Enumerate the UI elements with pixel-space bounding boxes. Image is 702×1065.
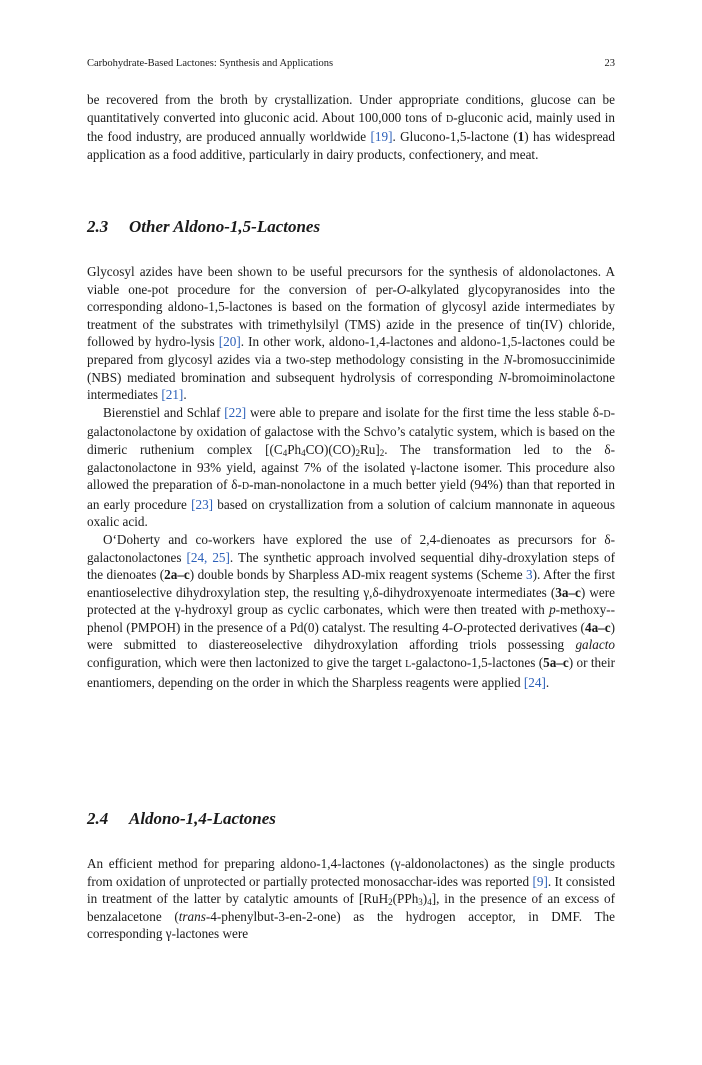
citation-link[interactable]: [9] <box>532 873 548 889</box>
citation-link[interactable]: [19] <box>370 129 393 145</box>
citation-link[interactable]: [24, 25] <box>186 549 230 565</box>
running-head-title: Carbohydrate-Based Lactones: Synthesis and Applications <box>87 58 334 69</box>
page-number: 23 <box>604 58 615 69</box>
citation-link[interactable]: [24] <box>523 674 546 690</box>
paragraph: Bierenstiel and Schlaf [22] were able to prepare and isolate for the first time the less stable δ-D-galactonolactone by oxidation of galactose with the Schvo’s catalytic system, which is based on the dimeric ruthenium complex $[(C_4Ph_4CO)(CO)_2Ru]_2$. The transformation led to the δ-galactonolactone in 93% yield, against 7% of the isolated γ-lactone isomer. This procedure also allowed the preparation of δ-D-man-nonolactone in a much better yield (94%) than that reported in an early procedure [23] based on crystallization from a solution of calcium mannonate in aqueous oxalic acid. <box>87 404 616 530</box>
citation-link[interactable]: [21] <box>161 387 184 403</box>
running-head <box>87 57 615 71</box>
paragraph-intro: be recovered from the broth by crystallization. Under appropriate conditions, glucose can be quantitatively converted into gluconic acid. About 100,000 tons of D-gluconic acid, mainly used in the food industry, are produced annually worldwide [19]. Glucono-1,5-lactone (1) has widespread application as a food additive, particularly in dairy products, confectionery, and meat. <box>87 92 615 162</box>
section-number: 2.4 <box>87 809 109 828</box>
section-heading-2-4 <box>87 808 276 830</box>
citation-link[interactable]: [22] <box>224 404 247 420</box>
scheme-link[interactable]: 3 <box>526 567 533 583</box>
section-title: Other Aldono-1,5-Lactones <box>129 217 321 236</box>
paragraph: Glycosyl azides have been shown to be useful precursors for the synthesis of aldonolactones. A viable one-pot procedure for the conversion of per-O-alkylated glycopyranosides into the corresponding aldono-1,5-lactones is based on the formation of glycosyl azide intermediates by treatment of the substrates with trimethylsilyl (TMS) azide in the presence of tin(IV) chloride, followed by hydro-lysis [20]. In other work, aldono-1,4-lactones and aldono-1,5-lactones could be prepared from glycosyl azides via a two-step methodology consisting in the N-bromosuccinimide (NBS) mediated bromination and subsequent hydrolysis of corresponding N-bromoiminolactone intermediates [21]. <box>87 264 615 403</box>
section-2-4-body <box>87 855 615 943</box>
section-2-3-body <box>87 263 615 691</box>
paragraph: O‘Doherty and co-workers have explored the use of 2,4-dienoates as precursors for δ-galactonolactones [24, 25]. The synthetic approach involved sequential dihy-droxylation steps of the dienoates (2a–c) double bonds by Sharpless AD-mix reagent systems (Scheme 3). After the first enantioselective dihydroxylation step, the resulting γ,δ-dihydroxyenoate intermediates (3a–c) were protected at the γ-hydroxyl group as cyclic carbonates, which were then treated with p-methoxy-phenol (PMPOH) in the presence of a Pd(0) catalyst. The resulting 4-O-protected derivatives (4a–c) were submitted to diastereoselective dihydroxylation affording triols possessing galacto configuration, which were then lactonized to give the target L-galactono-1,5-lactones (5a–c) or their enantiomers, depending on the order in which the Sharpless reagents were applied [24]. <box>87 531 616 690</box>
citation-link[interactable]: [20] <box>218 334 241 350</box>
section-heading-2-3 <box>87 216 320 238</box>
paragraph: An efficient method for preparing aldono-1,4-lactones (γ-aldonolactones) as the single products from oxidation of unprotected or partially protected monosacchar-ides was reported [9]. It consisted in treatment of the latter by catalytic amounts of $[RuH_2(PPh_3)_4]$, in the presence of an excess of benzalacetone (trans-4-phenylbut-3-en-2-one) as the hydrogen acceptor, in DMF. The corresponding γ-lactones were <box>87 856 615 942</box>
section-number: 2.3 <box>87 217 109 236</box>
citation-link[interactable]: [23] <box>191 496 214 512</box>
section-title: Aldono-1,4-Lactones <box>129 809 276 828</box>
